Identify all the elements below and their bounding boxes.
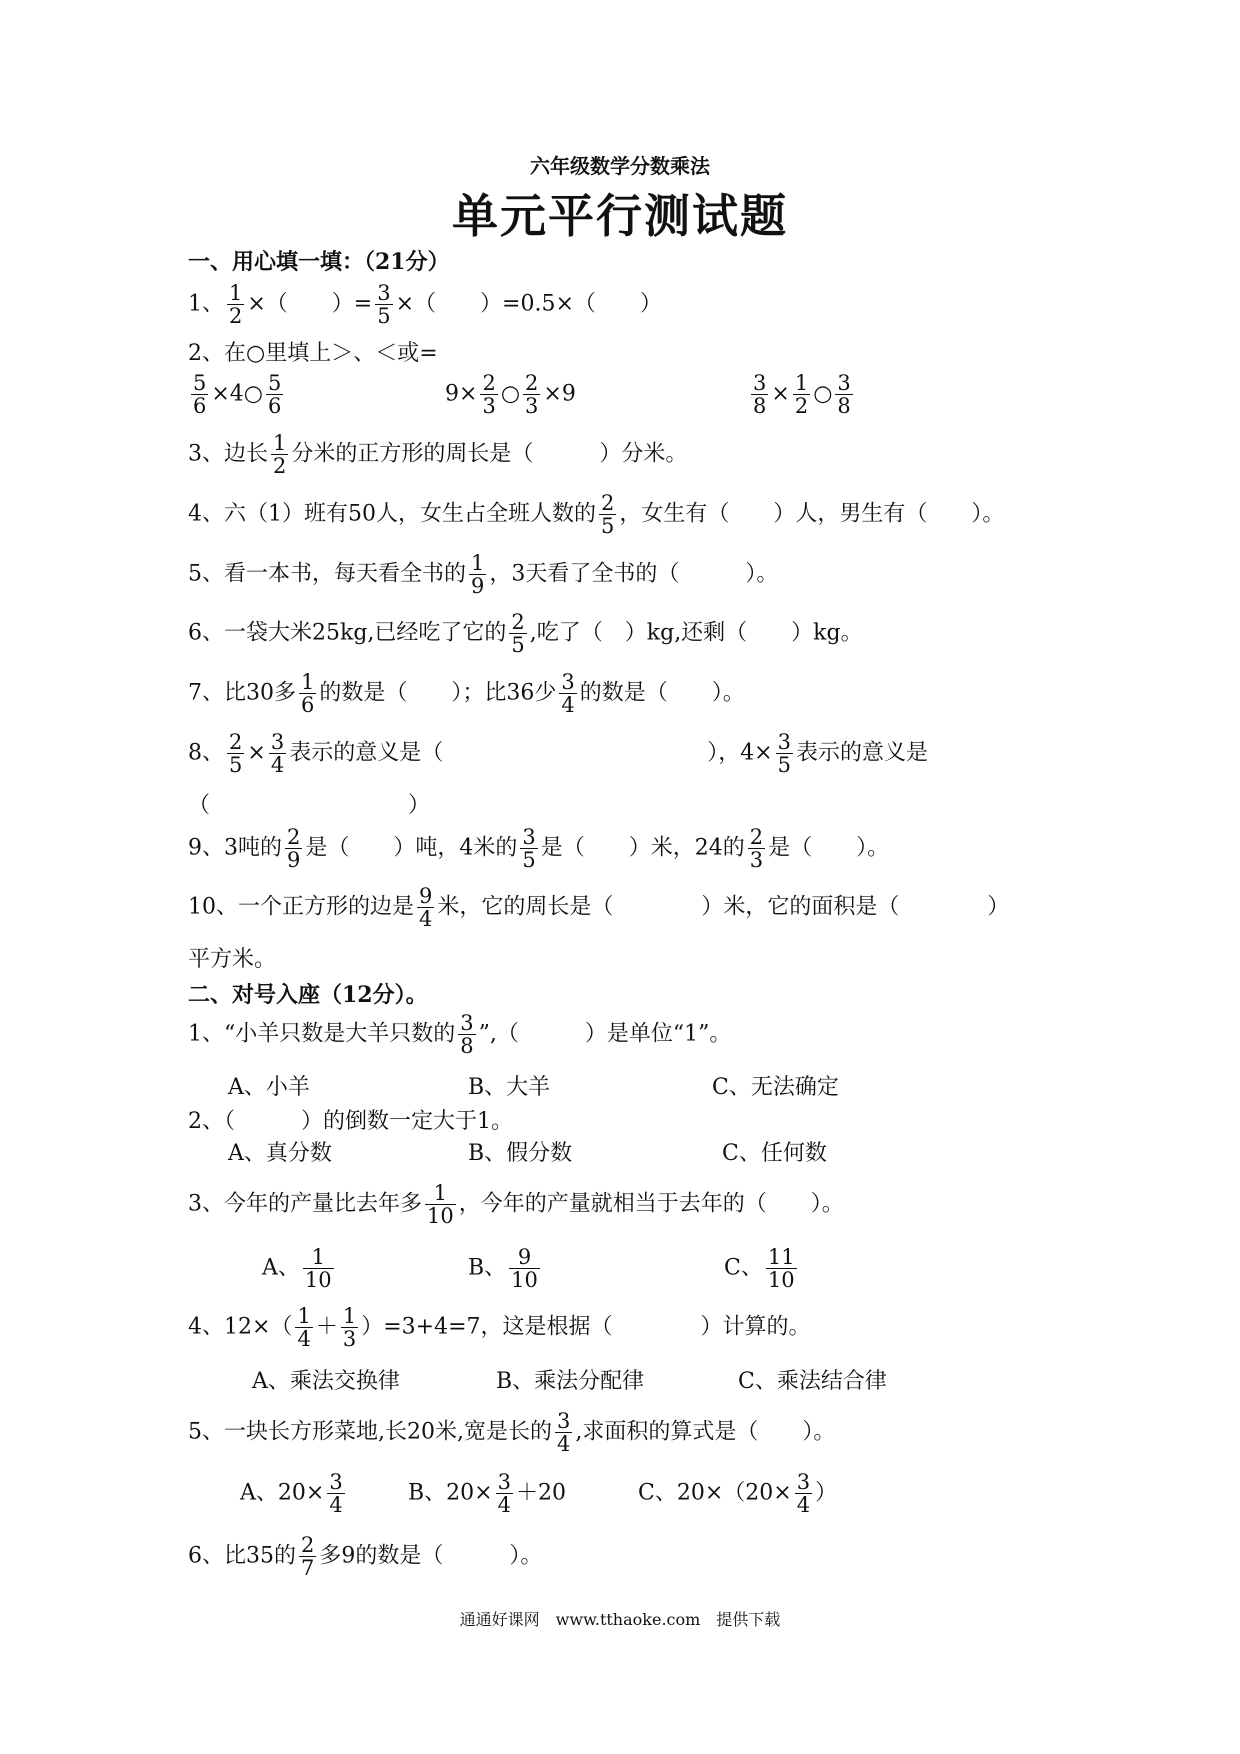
fraction: $\frac{1}{6}$ (301, 670, 315, 718)
worksheet-subtitle: 六年级数学分数乘法 (530, 154, 710, 178)
section2-heading: 二、对号入座（12分）。 (188, 982, 428, 1008)
option-2-1-b: B、大羊 (468, 1075, 551, 1100)
option-2-4-c: C、乘法结合律 (738, 1369, 887, 1394)
option-2-2-b: B、假分数 (468, 1141, 573, 1166)
fraction: $\frac{3}{5}$ (377, 281, 391, 329)
fraction: $\frac{1}{2}$ (273, 431, 287, 479)
worksheet-title: 单元平行测试题 (452, 189, 788, 243)
option-2-3-a: A、 $\frac{1}{10}$ (262, 1245, 332, 1293)
fraction: $\frac{3}{4}$ (796, 1470, 811, 1518)
option-2-1-c: C、无法确定 (712, 1075, 839, 1100)
fraction: $\frac{2}{3}$ (749, 825, 764, 873)
fraction: $\frac{11}{10}$ (767, 1245, 795, 1293)
question-2-3: 3、今年的产量比去年多 $\frac{1}{10}$ ，今年的产量就相当于去年的（ ）。 (188, 1181, 844, 1229)
fraction: $\frac{5}{6}$ (193, 371, 207, 419)
fraction: $\frac{2}{3}$ (482, 371, 496, 419)
section1-heading: 一、用心填一填：（21分） (188, 249, 450, 275)
fraction: $\frac{1}{4}$ (297, 1304, 311, 1352)
fraction: $\frac{2}{5}$ (511, 610, 525, 658)
fraction: $\frac{3}{5}$ (777, 730, 791, 778)
question-2-5: 5、一块长方形菜地,长20米,宽是长的 $\frac{3}{4}$ ,求面积的算式是（ ）。 (188, 1409, 836, 1457)
question-1-1: 1、 $\frac{1}{2}$ ×（ ）= $\frac{3}{5}$ ×（ ）=0.5×（ ） (188, 281, 662, 329)
fraction: $\frac{5}{6}$ (268, 371, 282, 419)
question-1-2-expr2: 9× $\frac{2}{3}$ ○ $\frac{2}{3}$ ×9 (445, 371, 576, 419)
fraction: $\frac{3}{8}$ (753, 371, 767, 419)
fraction: $\frac{1}{9}$ (471, 551, 485, 599)
question-1-4: 4、六（1）班有50人，女生占全班人数的 $\frac{2}{5}$ ，女生有（ ）人，男生有（ ）。 (188, 491, 1005, 539)
fraction: $\frac{2}{7}$ (301, 1533, 315, 1581)
option-2-2-a: A、真分数 (228, 1141, 332, 1166)
fraction: $\frac{1}{2}$ (794, 371, 809, 419)
option-2-3-c: C、 $\frac{11}{10}$ (724, 1245, 795, 1293)
fraction: $\frac{9}{4}$ (419, 884, 433, 932)
question-1-7: 7、比30多 $\frac{1}{6}$ 的数是（ ）；比36少 $\frac{3}{4}$ 的数是（ ）。 (188, 670, 745, 718)
question-1-6: 6、一袋大米25kg,已经吃了它的 $\frac{2}{5}$ ,吃了（ ）kg,还剩（ ）kg。 (188, 610, 863, 658)
question-2-4: 4、12×（ $\frac{1}{4}$ ＋ $\frac{1}{3}$ ）=3+4=7，这是根据（ ）计算的。 (188, 1304, 811, 1352)
fraction: $\frac{3}{8}$ (837, 371, 851, 419)
question-1-10: 10、一个正方形的边是 $\frac{9}{4}$ 米，它的周长是（ ）米，它的面积是（ ） (188, 884, 1010, 932)
fraction: $\frac{2}{9}$ (287, 825, 301, 873)
question-2-6: 6、比35的 $\frac{2}{7}$ 多9的数是（ ）。 (188, 1533, 543, 1581)
fraction: $\frac{3}{4}$ (497, 1470, 511, 1518)
fraction: $\frac{3}{8}$ (460, 1011, 474, 1059)
fraction: $\frac{3}{5}$ (522, 825, 536, 873)
question-1-8-cont: （ ） (188, 793, 431, 818)
fraction: $\frac{2}{3}$ (525, 371, 539, 419)
question-1-2: 2、在○里填上＞、＜或= (188, 341, 438, 366)
fraction: $\frac{1}{10}$ (427, 1181, 454, 1229)
question-1-8: 8、 $\frac{2}{5}$ × $\frac{3}{4}$ 表示的意义是（ ），4× $\frac{3}{5}$ 表示的意义是 (188, 730, 929, 778)
option-2-5-a: A、20× $\frac{3}{4}$ (240, 1470, 343, 1518)
option-2-2-c: C、任何数 (722, 1141, 827, 1166)
question-1-5: 5、看一本书，每天看全书的 $\frac{1}{9}$ ，3天看了全书的（ ）。 (188, 551, 779, 599)
question-1-9: 9、3吨的 $\frac{2}{9}$ 是（ ）吨，4米的 $\frac{3}{5}$ 是（ ）米，24的 $\frac{2}{3}$ 是（ ）。 (188, 825, 890, 873)
option-2-1-a: A、小羊 (228, 1075, 310, 1100)
question-1-3: 3、边长 $\frac{1}{2}$ 分米的正方形的周长是（ ）分米。 (188, 431, 688, 479)
option-2-4-a: A、乘法交换律 (252, 1369, 400, 1394)
question-1-2-expr3: $\frac{3}{8}$ × $\frac{1}{2}$ ○ $\frac{3}{8}$ (753, 371, 851, 419)
page-footer: 通通好课网 www.tthaoke.com 提供下载 (459, 1610, 781, 1629)
fraction: $\frac{3}{4}$ (270, 730, 285, 778)
question-2-2: 2、（ ）的倒数一定大于1。 (188, 1109, 513, 1134)
question-1-10-cont: 平方米。 (188, 947, 277, 972)
fraction: $\frac{3}{4}$ (556, 1409, 571, 1457)
fraction: $\frac{3}{4}$ (561, 670, 575, 718)
fraction: $\frac{3}{4}$ (329, 1470, 343, 1518)
option-2-5-b: B、20× $\frac{3}{4}$ ＋20 (408, 1470, 566, 1518)
question-2-1: 1、“小羊只数是大羊只数的 $\frac{3}{8}$ ”,（ ）是单位“1”。 (188, 1011, 732, 1059)
fraction: $\frac{2}{5}$ (601, 491, 615, 539)
fraction: $\frac{1}{3}$ (342, 1304, 357, 1352)
fraction: $\frac{1}{2}$ (229, 281, 243, 329)
fraction: $\frac{2}{5}$ (229, 730, 243, 778)
option-2-5-c: C、20×（20× $\frac{3}{4}$ ） (638, 1470, 838, 1518)
option-2-3-b: B、 $\frac{9}{10}$ (468, 1245, 538, 1293)
fraction: $\frac{9}{10}$ (511, 1245, 538, 1293)
question-1-2-expr1: $\frac{5}{6}$ ×4○ $\frac{5}{6}$ (193, 371, 282, 419)
option-2-4-b: B、乘法分配律 (496, 1369, 645, 1394)
fraction: $\frac{1}{10}$ (304, 1245, 332, 1293)
